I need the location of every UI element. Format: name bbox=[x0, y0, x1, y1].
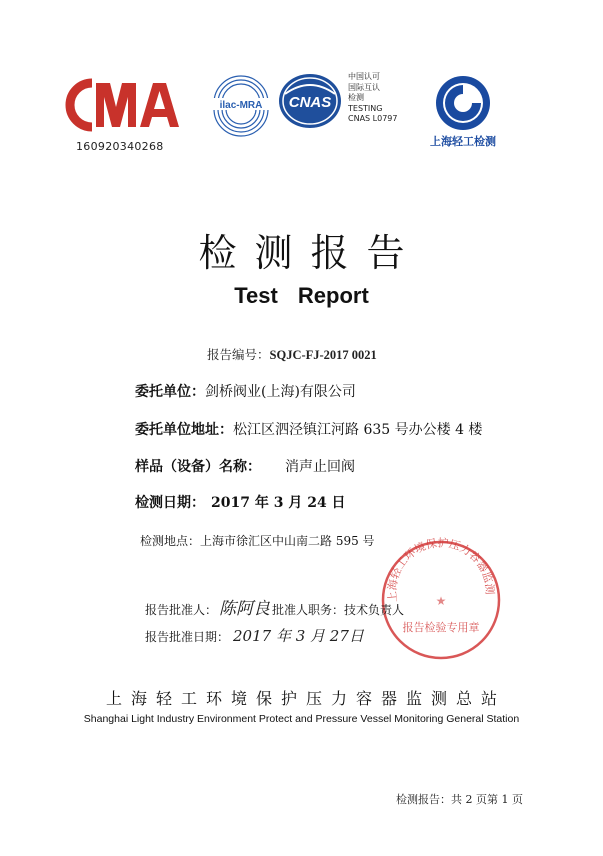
test-date-field bbox=[135, 492, 346, 512]
position-label: 批准人职务： bbox=[272, 603, 345, 617]
position-value: 技术负责人 bbox=[344, 603, 405, 617]
cnas-line: 检测 bbox=[348, 93, 364, 102]
approval-date-line bbox=[145, 625, 364, 646]
approver-signature: 陈阿良 bbox=[219, 599, 271, 619]
cnas-accreditation-text bbox=[348, 72, 397, 125]
station-name-cn: 上海轻工环境保护压力容器监测总站 bbox=[105, 689, 506, 708]
test-location-field bbox=[140, 532, 375, 549]
sample-label: 样品（设备）名称： bbox=[135, 459, 261, 475]
cnas-line: TESTING bbox=[348, 103, 383, 113]
report-number-label: 报告编号： bbox=[207, 347, 270, 362]
client-label: 委托单位： bbox=[135, 384, 205, 400]
report-title-cn: 检测报告 bbox=[198, 231, 423, 275]
agency-name: 上海轻工检测 bbox=[430, 135, 496, 148]
ilac-mark-text: ilac-MRA bbox=[219, 100, 263, 111]
stamp-inner-text: 报告检验专用章 bbox=[402, 621, 480, 634]
stamp-ring-text: 上海轻工环境保护压力容器监测 bbox=[385, 536, 497, 603]
test-date-label: 检测日期： bbox=[135, 495, 205, 511]
stamp-star: ★ bbox=[435, 594, 447, 608]
approver-line bbox=[145, 594, 404, 619]
approval-date-label: 报告批准日期： bbox=[145, 630, 230, 644]
test-location-value: 上海市徐汇区中山南二路 595 号 bbox=[200, 534, 375, 548]
agency-logo bbox=[428, 74, 498, 136]
test-location-label: 检测地点： bbox=[140, 534, 201, 548]
client-value: 剑桥阀业(上海)有限公司 bbox=[205, 384, 356, 400]
client-address-value: 松江区泗泾镇江河路 635 号办公楼 4 楼 bbox=[233, 422, 483, 438]
approver-label: 报告批准人： bbox=[145, 603, 218, 617]
report-number bbox=[207, 345, 377, 363]
client-field bbox=[135, 381, 356, 401]
client-address-field bbox=[135, 419, 482, 439]
sample-value: 消声止回阀 bbox=[285, 459, 355, 475]
ilac-mra-logo bbox=[208, 67, 274, 143]
sample-field bbox=[135, 456, 355, 476]
cma-logo bbox=[62, 75, 180, 139]
approval-date-value: 2017 年 3 月 27日 bbox=[233, 627, 364, 645]
cnas-mark-text: CNAS bbox=[288, 94, 332, 111]
cnas-line: 国际互认 bbox=[348, 82, 380, 92]
client-address-label: 委托单位地址： bbox=[135, 422, 233, 438]
cnas-line: CNAS L0797 bbox=[348, 114, 398, 123]
page-counter: 检测报告：共 2 页第 1 页 bbox=[396, 793, 523, 806]
report-title-en: Test Report bbox=[234, 283, 369, 308]
cnas-logo bbox=[277, 72, 343, 134]
report-number-value: SQJC-FJ-2017 0021 bbox=[269, 348, 377, 362]
cnas-line: 中国认可 bbox=[348, 72, 380, 81]
cma-certificate-number: 160920340268 bbox=[76, 140, 164, 153]
station-name-en: Shanghai Light Industry Environment Protect and Pressure Vessel Monitoring General Station bbox=[83, 713, 520, 725]
test-date-value: 2017 年 3 月 24 日 bbox=[211, 495, 346, 511]
